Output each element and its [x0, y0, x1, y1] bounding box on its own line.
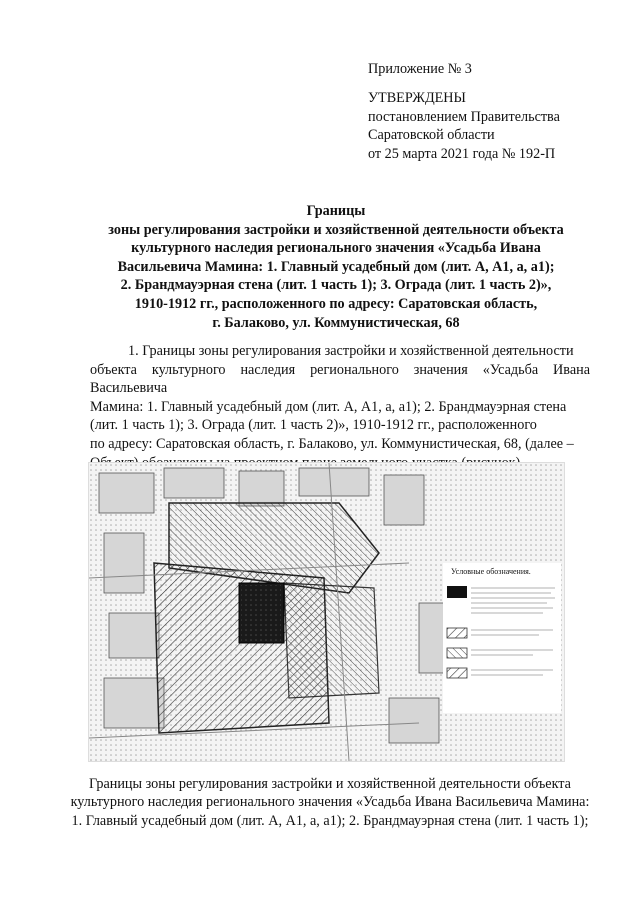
- paragraph-line: (лит. 1 часть 1); 3. Ограда (лит. 1 часть 2)», 1910-1912 гг., расположенного: [90, 417, 537, 434]
- paragraph-line: по адресу: Саратовская область, г. Балаково, ул. Коммунистическая, 68, (далее –: [90, 435, 574, 452]
- paragraph-line: Мамина: 1. Главный усадебный дом (лит. А, А1, а, а1); 2. Брандмауэрная стена: [90, 398, 567, 415]
- title-line: 2. Брандмауэрная стена (лит. 1 часть 1); 3. Ограда (лит. 1 часть 2)»,: [120, 277, 552, 294]
- title-line: Васильевича Мамина: 1. Главный усадебный дом (лит. А, А1, а, а1);: [117, 258, 555, 275]
- approved-label: УТВЕРЖДЕНЫ: [368, 90, 466, 107]
- legend-swatch-object: [447, 586, 467, 598]
- title-line: Границы: [306, 203, 366, 219]
- caption-line: культурного наследия регионального значения «Усадьба Ивана Васильевича Мамина:: [70, 794, 590, 811]
- title-line: г. Балаково, ул. Коммунистическая, 68: [212, 314, 460, 331]
- appendix-label: Приложение № 3: [368, 61, 472, 77]
- legend-swatch-protection-zone: [447, 648, 467, 658]
- protection-zone: [284, 583, 379, 698]
- paragraph-line: объекта культурного наследия регионального значения «Усадьба Ивана Васильевича: [90, 361, 590, 397]
- legend-swatch-regulation-zone: [447, 668, 467, 678]
- caption-line: Границы зоны регулирования застройки и хозяйственной деятельности объекта: [89, 776, 571, 792]
- legend-title: Условные обозначения.: [451, 567, 531, 576]
- approval-block: [368, 60, 608, 163]
- approval-line: постановлением Правительства: [368, 108, 560, 125]
- legend-swatch-territory: [447, 628, 467, 638]
- approval-line: Саратовской области: [368, 127, 495, 144]
- title-line: зоны регулирования застройки и хозяйственной деятельности объекта: [108, 221, 564, 238]
- approval-date: от 25 марта 2021 года № 192-П: [368, 145, 556, 162]
- caption-line: 1. Главный усадебный дом (лит. А, А1, а, а1); 2. Брандмауэрная стена (лит. 1 часть 1);: [71, 812, 589, 829]
- spacer: [368, 78, 608, 89]
- title-line: 1910-1912 гг., расположенного по адресу: Саратовская область,: [134, 295, 538, 312]
- figure-caption: [70, 775, 590, 830]
- paragraph-1: [90, 342, 590, 472]
- site-plan-figure: [88, 462, 565, 762]
- map-legend: [443, 563, 561, 713]
- document-title: [96, 202, 576, 332]
- paragraph-line: 1. Границы зоны регулирования застройки и хозяйственной деятельности: [128, 343, 574, 359]
- title-line: культурного наследия регионального значения «Усадьба Ивана: [131, 240, 541, 257]
- legend-swatches: [443, 582, 561, 712]
